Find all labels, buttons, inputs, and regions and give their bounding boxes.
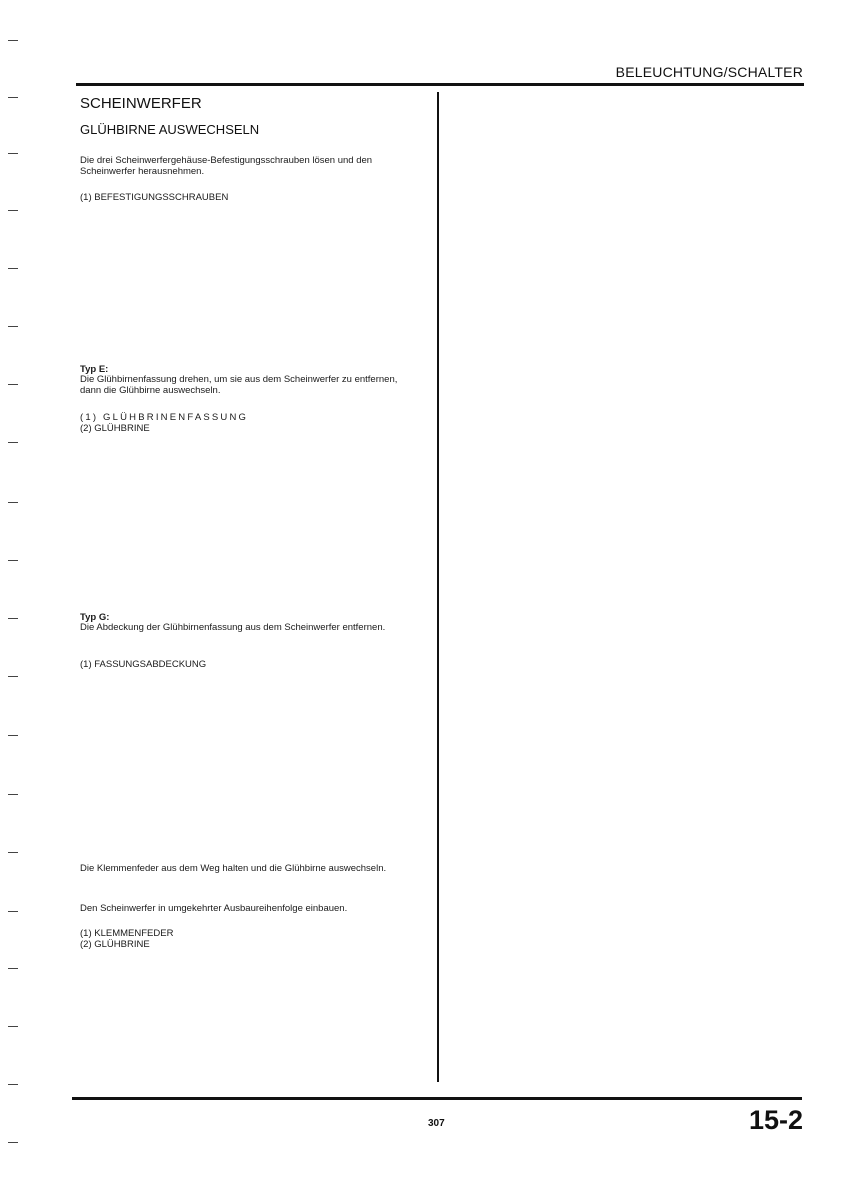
type-g-paragraph: Die Abdeckung der Glühbirnenfassung aus dem Scheinwerfer entfernen. — [80, 622, 386, 633]
spring-paragraph: Die Klemmenfeder aus dem Weg halten und die Glühbirne auswechseln. — [80, 863, 387, 874]
margin-mark — [8, 676, 18, 677]
callout-list-final — [80, 928, 173, 950]
margin-mark — [8, 911, 18, 912]
intro-paragraph: Die drei Scheinwerfergehäuse-Befestigungsschrauben lösen und den Scheinwerfer herausnehmen. — [80, 155, 373, 177]
margin-mark — [8, 502, 18, 503]
margin-mark — [8, 852, 18, 853]
margin-mark — [8, 560, 18, 561]
chapter-page-number: 15-2 — [748, 1105, 803, 1135]
column-divider — [437, 92, 439, 1082]
callout-list-type-g — [80, 659, 206, 670]
margin-mark — [8, 268, 18, 269]
margin-mark — [8, 153, 18, 154]
page-title: SCHEINWERFER — [80, 95, 202, 112]
callout-item: (2) GLÜHBRINE — [80, 423, 150, 434]
margin-mark — [8, 1142, 18, 1143]
callout-item: (1) KLEMMENFEDER — [80, 928, 174, 939]
margin-mark — [8, 40, 18, 41]
callout-list-type-e — [80, 412, 248, 434]
callout-item: (2) GLÜHBRINE — [80, 939, 150, 950]
margin-mark — [8, 735, 18, 736]
margin-mark — [8, 794, 18, 795]
section-title: BELEUCHTUNG/SCHALTER — [615, 64, 803, 80]
header-rule — [76, 83, 804, 86]
margin-mark — [8, 618, 18, 619]
callout-item: (1) FASSUNGSABDECKUNG — [80, 659, 207, 670]
install-paragraph: Den Scheinwerfer in umgekehrter Ausbaureihenfolge einbauen. — [80, 903, 348, 914]
margin-mark — [8, 442, 18, 443]
type-e-label: Typ E: — [80, 364, 109, 375]
page-number: 307 — [428, 1118, 445, 1129]
margin-mark — [8, 326, 18, 327]
type-e-paragraph: Die Glühbirnenfassung drehen, um sie aus dem Scheinwerfer zu entfernen, dann die Glühbirne auswechseln. — [80, 374, 398, 396]
margin-mark — [8, 97, 18, 98]
margin-mark — [8, 384, 18, 385]
footer-rule — [72, 1097, 802, 1100]
margin-mark — [8, 1084, 18, 1085]
margin-mark — [8, 210, 18, 211]
margin-mark — [8, 968, 18, 969]
subsection-title: GLÜHBIRNE AUSWECHSELN — [80, 122, 260, 137]
margin-mark — [8, 1026, 18, 1027]
callout-item: (1) BEFESTIGUNGSSCHRAUBEN — [80, 192, 229, 203]
callout-list-1 — [80, 192, 228, 203]
callout-item: (1) GLÜHBRINENFASSUNG — [80, 412, 249, 423]
type-g-label: Typ G: — [80, 612, 110, 623]
